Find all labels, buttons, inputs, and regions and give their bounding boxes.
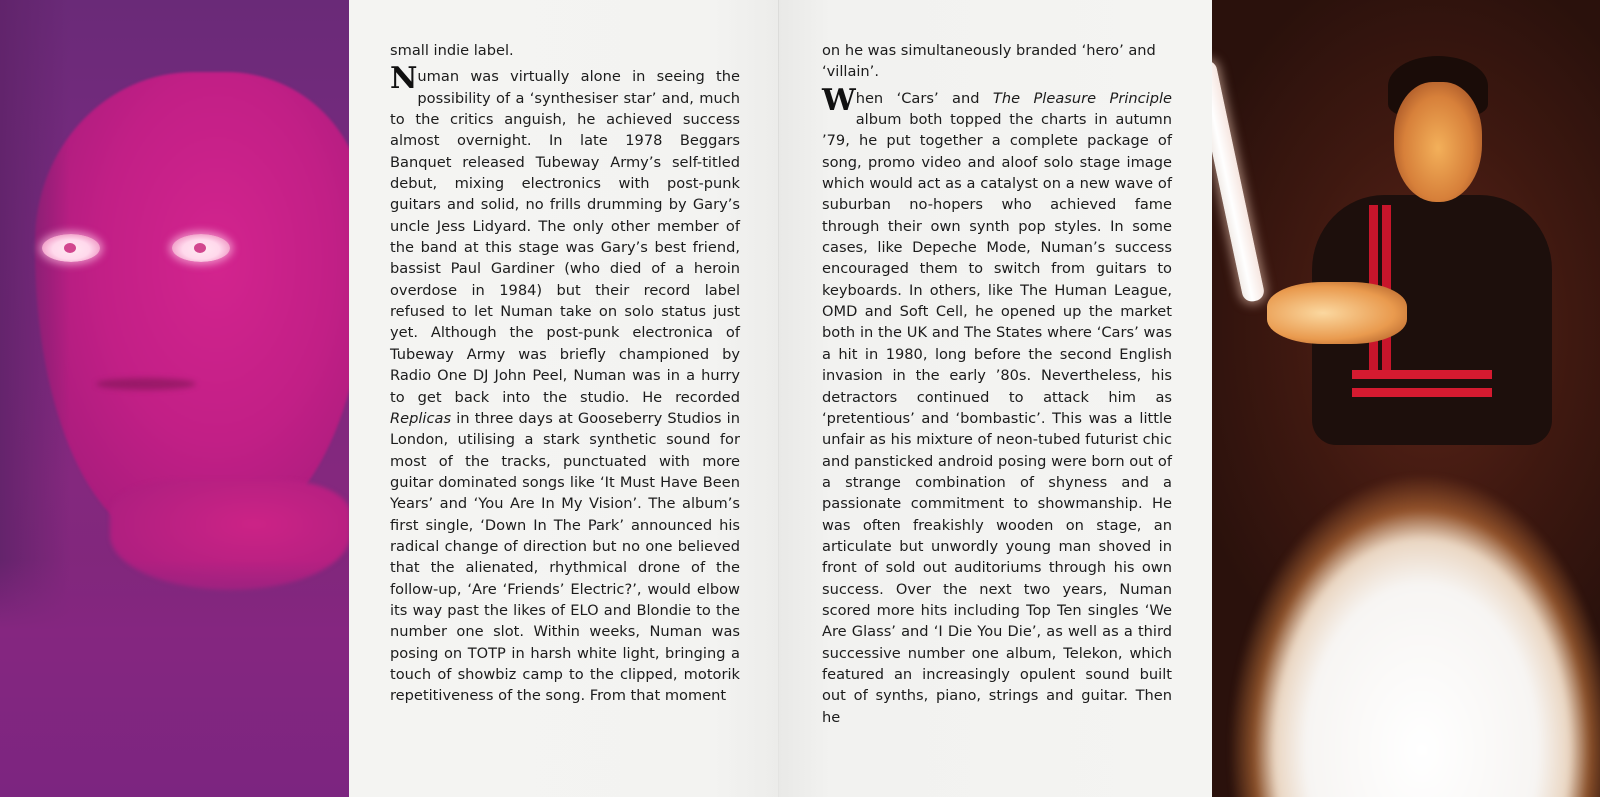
body-paragraph — [390, 61, 740, 706]
paragraph-text: hen ‘Cars’ and — [855, 89, 993, 107]
mouth-shadow — [96, 378, 196, 390]
glowing-eye-right — [172, 234, 230, 262]
hands-shape — [1267, 282, 1407, 344]
red-belt — [1352, 370, 1492, 379]
photo-body — [0, 560, 349, 797]
paragraph-text: in three days at Gooseberry Studios in London, utilising a stark synthetic sound for most of the tracks, punctuated with more guitar dominated songs like ‘It Must Have Been Years’ and ‘You Are In My Vision’. The album’s first single, ‘Down In The Park’ announced his radical change of direction but no one believed that the alienated, rhythmical drone of the follow-up, ‘Are ‘Friends’ Electric?’, would elbow its way past the likes of ELO and Blondie to the number one slot. Within weeks, Numan was posing on TOTP in harsh white light, bringing a touch of showbiz camp to the clipped, motorik repetitiveness of the song. From that moment — [390, 409, 740, 705]
left-portrait-photo — [0, 0, 349, 797]
lead-in-text: small indie label. — [390, 42, 514, 59]
album-title-italic: The Pleasure Principle — [992, 89, 1172, 107]
paragraph-text: uman was virtually alone in seeing the possibility of a ‘synthesiser star’ and, much to the critics anguish, he achieved success almost overnight. In late 1978 Beggars Banquet released Tubeway Army’s self-titled debut, mixing electronics with post-punk guitars and solid, no frills drumming by Gary’s uncle Jess Lidyard. The only other member of the band at this stage was Gary’s best friend, bassist Paul Gardiner (who died of a heroin overdose in 1984) but their record label refused to let Numan take on solo status just yet. Although the post-punk electronica of Tubeway Army was briefly championed by Radio One DJ John Peel, Numan was in a hurry to get back into the studio. He recorded — [390, 68, 740, 406]
red-belt — [1352, 388, 1492, 397]
right-text-page — [779, 0, 1212, 797]
pupil — [194, 243, 206, 253]
album-title-italic: Replicas — [390, 409, 452, 427]
neon-tube — [1212, 59, 1266, 303]
right-text-column — [822, 40, 1172, 728]
glowing-eye-left — [42, 234, 100, 262]
left-text-column — [390, 40, 740, 707]
pupil — [64, 243, 76, 253]
right-performer-photo — [1212, 0, 1600, 797]
paragraph-text: album both topped the charts in autumn ’79, he put together a complete package of song, promo video and aloof solo stage image which would act as a catalyst on a new wave of suburban no-hopers who achieved fame through their own synth pop styles. In some cases, like Depeche Mode, Numan’s success encouraged them to switch from guitars to keyboards. In others, like The Human League, OMD and Soft Cell, he opened up the market both in the UK and The States where ‘Cars’ was a hit in 1980, long before the second English invasion in the early ’80s. Nevertheless, his detractors continued to attack him as ‘pretentious’ and ‘bombastic’. This was a little unfair as his mixture of neon-tubed futurist chic and pansticked android posing were born out of a strange combination of shyness and a passionate commitment to showmanship. He was often freakishly wooden on stage, an articulate but unwordly young man shoved in front of sold out auditoriums through his own success. Over the next two years, Numan scored more hits including Top Ten singles ‘We Are Glass’ and ‘I Die You Die’, as well as a third successive number one album, Telekon, which featured an increasingly opulent sound built out of synths, piano, strings and guitar. Then he — [822, 111, 1172, 726]
left-text-page — [349, 0, 779, 797]
lit-face — [1394, 82, 1482, 202]
drop-cap: W — [822, 82, 854, 118]
face-shape — [35, 72, 349, 542]
drop-cap: N — [390, 61, 416, 97]
white-smoke — [1212, 430, 1600, 797]
lead-in-text: on he was simultaneously branded ‘hero’ and ‘villain’. — [822, 42, 1156, 81]
body-paragraph — [822, 82, 1172, 728]
